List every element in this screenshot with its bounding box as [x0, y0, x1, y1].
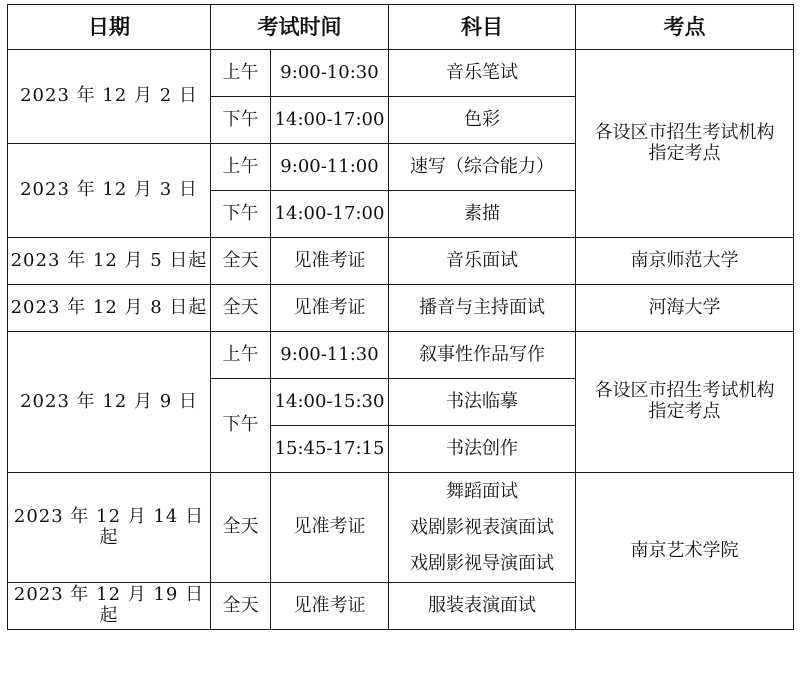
- place-cell: 河海大学: [576, 285, 794, 332]
- subject-cell: [389, 473, 576, 583]
- date-cell: 2023 年 12 月 19 日起: [8, 583, 211, 630]
- date-cell: 2023 年 12 月 3 日: [8, 144, 211, 238]
- time-cell: 见准考证: [271, 583, 389, 630]
- header-place: 考点: [576, 5, 794, 50]
- time-cell: 14:00-17:00: [271, 97, 389, 144]
- subject-cell: 叙事性作品写作: [389, 332, 576, 379]
- subject-line: 戏剧影视表演面试: [410, 516, 554, 538]
- date-cell: 2023 年 12 月 2 日: [8, 50, 211, 144]
- subject-cell: 素描: [389, 191, 576, 238]
- subject-cell: 播音与主持面试: [389, 285, 576, 332]
- date-cell: 2023 年 12 月 9 日: [8, 332, 211, 473]
- period-cell: 全天: [211, 583, 271, 630]
- header-row: [8, 5, 794, 50]
- subject-cell: 色彩: [389, 97, 576, 144]
- place-line: 各设区市招生考试机构: [594, 121, 775, 143]
- period-cell: 全天: [211, 238, 271, 285]
- period-cell: 全天: [211, 473, 271, 583]
- place-line: 指定考点: [648, 401, 721, 422]
- time-cell: 9:00-10:30: [271, 50, 389, 97]
- table-row: [8, 50, 794, 97]
- subject-line: 舞蹈面试: [446, 480, 518, 502]
- place-cell: [576, 332, 794, 473]
- place-line: 指定考点: [648, 142, 721, 164]
- period-cell: 下午: [211, 191, 271, 238]
- subject-cell: 书法创作: [389, 426, 576, 473]
- date-cell: 2023 年 12 月 8 日起: [8, 285, 211, 332]
- time-cell: 见准考证: [271, 285, 389, 332]
- time-cell: 9:00-11:00: [271, 144, 389, 191]
- exam-schedule-table: [7, 4, 794, 630]
- time-cell: 14:00-15:30: [271, 379, 389, 426]
- period-cell: 上午: [211, 50, 271, 97]
- subject-cell: 书法临摹: [389, 379, 576, 426]
- table-row: [8, 238, 794, 285]
- time-cell: 14:00-17:00: [271, 191, 389, 238]
- period-cell: 上午: [211, 332, 271, 379]
- period-cell: 下午: [211, 379, 271, 473]
- place-cell: 南京艺术学院: [576, 473, 794, 630]
- place-cell: 南京师范大学: [576, 238, 794, 285]
- subject-cell: 服装表演面试: [389, 583, 576, 630]
- header-date: 日期: [8, 5, 211, 50]
- header-subject: 科目: [389, 5, 576, 50]
- time-cell: 9:00-11:30: [271, 332, 389, 379]
- place-cell: [576, 50, 794, 238]
- subject-cell: 音乐笔试: [389, 50, 576, 97]
- time-cell: 见准考证: [271, 238, 389, 285]
- subject-line: 戏剧影视导演面试: [410, 552, 554, 574]
- time-cell: 见准考证: [271, 473, 389, 583]
- place-line: 各设区市招生考试机构: [594, 380, 775, 402]
- table-row: [8, 332, 794, 379]
- date-cell: 2023 年 12 月 5 日起: [8, 238, 211, 285]
- period-cell: 上午: [211, 144, 271, 191]
- time-cell: 15:45-17:15: [271, 426, 389, 473]
- period-cell: 全天: [211, 285, 271, 332]
- date-cell: 2023 年 12 月 14 日起: [8, 473, 211, 583]
- subject-cell: 音乐面试: [389, 238, 576, 285]
- subject-cell: 速写（综合能力）: [389, 144, 576, 191]
- table-row: [8, 473, 794, 583]
- period-cell: 下午: [211, 97, 271, 144]
- header-time: 考试时间: [211, 5, 389, 50]
- table-row: [8, 285, 794, 332]
